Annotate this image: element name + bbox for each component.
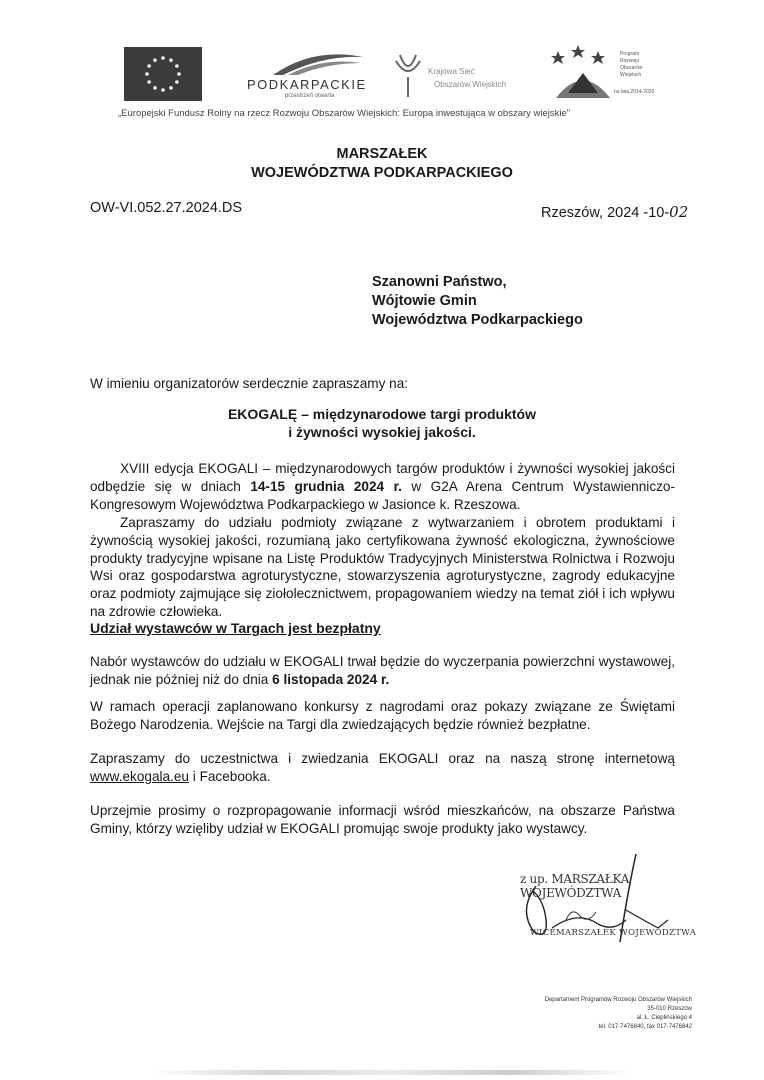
podkarpackie-logo-subtitle: przestrzeń otwarta bbox=[285, 93, 335, 99]
eu-flag-logo bbox=[124, 47, 202, 101]
intro-text: W imieniu organizatorów serdecznie zapraszamy na: bbox=[90, 376, 409, 391]
letter-date bbox=[541, 203, 688, 221]
paragraph-website bbox=[90, 750, 675, 786]
prow-logo-line: Program bbox=[620, 51, 640, 57]
podkarpackie-logo-text: PODKARPACKIE bbox=[247, 77, 367, 92]
paragraph-dates-text: XVIII edycja EKOGALI – międzynarodowych targów produktów i żywności wysokiej jakości odbędzie się w dniach bbox=[90, 461, 675, 494]
reference-number: OW-VI.052.27.2024.DS bbox=[90, 200, 243, 216]
addressee-line: Szanowni Państwo, bbox=[372, 274, 507, 290]
eu-star-icon bbox=[169, 58, 173, 62]
prow-logo-line: na lata 2014-2020 bbox=[614, 89, 655, 95]
eu-star-icon bbox=[147, 80, 151, 84]
paragraph-dates bbox=[90, 460, 675, 513]
paragraph-dates-location: w G2A Arena Centrum Wystawienniczo-Kongresowym Województwa Podkarpackiego w Jasionce k. Rzeszowa. bbox=[90, 478, 676, 512]
eu-star-icon bbox=[153, 86, 157, 90]
footer-department: Departament Programów Rozwoju Obszarów Wiejskich bbox=[544, 997, 692, 1003]
footer-phone: tel. 017-7476840, fax 017-7476842 bbox=[598, 1024, 692, 1030]
event-title-line1: EKOGALĘ – międzynarodowe targi produktów bbox=[227, 406, 537, 422]
paragraph-deadline-text: Nabór wystawców do udziału w EKOGALI trwał będzie do wyczerpania powierzchni wystawowej, jednak nie później niż do dnia bbox=[90, 654, 675, 687]
stamp-bottom-text: WICEMARSZAŁEK WOJEWÓDZTWA bbox=[530, 928, 697, 938]
eu-star-icon bbox=[153, 58, 157, 62]
eu-star-icon bbox=[161, 56, 165, 60]
ksow-logo bbox=[388, 47, 528, 101]
date-handwritten: 02 bbox=[669, 203, 689, 221]
event-title-line2: i żywności wysokiej jakości. bbox=[288, 424, 476, 440]
prow-logo-line: Obszarów bbox=[620, 65, 643, 71]
title-line2: WOJEWÓDZTWA PODKARPACKIEGO bbox=[251, 165, 513, 181]
paragraph-invitees: Zapraszamy do udziału podmioty związane z wytwarzaniem i obrotem produktami i żywnością wysokiej jakości, rozumianą jako certyfikowana żywność ekologiczna, żywnościowe produkty tradycyjne wpisane na Listę Produktów Tradycyjnych Ministerstwa Rolnictwa i Rozwoju Wsi oraz gospodarstwa agroturystyczne, stowarzyszenia agroturystyczne, zagrody edukacyjne oraz podmioty zajmujące się ziołolecznictwem, propagowaniem wiedzy na temat ziół i ich wpływu na zdrowie człowieka. bbox=[90, 515, 675, 619]
deadline-date: 6 listopada 2024 r. bbox=[272, 671, 390, 687]
title-line1: MARSZAŁEK bbox=[336, 146, 428, 162]
eu-star-icon bbox=[161, 88, 165, 92]
paragraph-request: Uprzejmie prosimy o rozpropagowanie informacji wśród mieszkańców, na obszarze Państwa Gminy, którzy wzięliby udział w EKOGALI promując swoje produkty jako wystawcy. bbox=[90, 803, 675, 836]
footer-postcode: 35-010 Rzeszów bbox=[647, 1006, 692, 1012]
stamp-top-text: z up. MARSZAŁKA WOJEWÓDZTWA bbox=[520, 872, 630, 900]
event-dates: 14-15 grudnia 2024 r. bbox=[250, 478, 402, 494]
addressee-line: Województwa Podkarpackiego bbox=[372, 312, 583, 328]
eu-star-icon bbox=[169, 86, 173, 90]
prow-logo-line: Rozwoju bbox=[620, 58, 640, 64]
handwritten-signature bbox=[508, 850, 708, 960]
paragraph-contests: W ramach operacji zaplanowano konkursy z nagrodami oraz pokazy związane ze Świętami Bożego Narodzenia. Wejście na Targi dla zwiedzających będzie również bezpłatne. bbox=[90, 699, 675, 732]
fund-caption: „Europejski Fundusz Rolny na rzecz Rozwoju Obszarów Wiejskich: Europa inwestująca w obszary wiejskie" bbox=[118, 108, 571, 119]
prow-logo-line: Wiejskich bbox=[620, 72, 642, 78]
free-participation-heading: Udział wystawców w Targach jest bezpłatny bbox=[90, 620, 381, 636]
date-printed: Rzeszów, 2024 -10- bbox=[541, 205, 670, 221]
eu-star-icon bbox=[177, 72, 181, 76]
eu-star-icon bbox=[175, 64, 179, 68]
ksow-logo-line1: Krajowa Sieć bbox=[428, 67, 475, 76]
eu-star-icon bbox=[145, 72, 149, 76]
ksow-logo-line2: Obszarów Wiejskich bbox=[434, 80, 507, 89]
website-link[interactable]: www.ekogala.eu bbox=[90, 768, 189, 784]
eu-star-icon bbox=[175, 80, 179, 84]
scan-artifact bbox=[150, 1070, 630, 1075]
signature-stamp bbox=[508, 850, 708, 960]
footer-street: al. Ł. Cieplińskiego 4 bbox=[636, 1015, 692, 1021]
addressee-line: Wójtowie Gmin bbox=[372, 293, 477, 309]
prow-logo bbox=[548, 43, 658, 103]
eu-star-icon bbox=[147, 64, 151, 68]
paragraph-website-text: Zapraszamy do uczestnictwa i zwiedzania EKOGALI oraz na naszą stronę internetową bbox=[90, 751, 675, 766]
paragraph-deadline bbox=[90, 653, 675, 689]
podkarpackie-logo bbox=[243, 47, 368, 101]
paragraph-website-suffix: i Facebooka. bbox=[189, 768, 271, 784]
